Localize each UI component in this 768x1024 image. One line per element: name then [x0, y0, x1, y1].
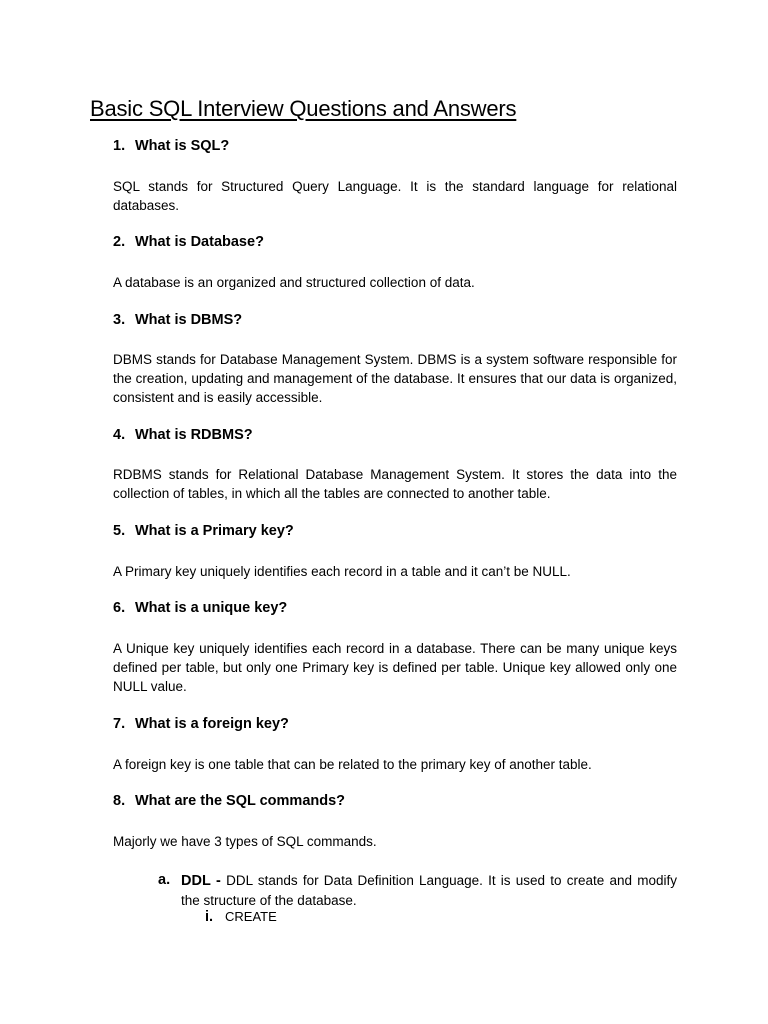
answer-3: DBMS stands for Database Management System. DBMS is a system software responsible for the creation, updating and management of the database. It ensures that our data is organized, consistent and is easily accessible.: [113, 352, 677, 406]
question-number: 3.: [113, 312, 126, 328]
list-item-text: DDL stands for Data Definition Language. It is used to create and modify the structure of the database.: [181, 873, 677, 909]
list-item-term: DDL -: [181, 873, 221, 889]
question-text: What is DBMS?: [135, 312, 243, 328]
list-item-create: [205, 909, 277, 925]
question-text: What is RDBMS?: [135, 427, 253, 443]
question-2: [113, 234, 264, 250]
question-5: [113, 523, 294, 539]
answer-5: A Primary key uniquely identifies each record in a table and it can’t be NULL.: [113, 564, 571, 579]
question-text: What is a Primary key?: [135, 523, 294, 539]
question-text: What is a unique key?: [135, 600, 288, 616]
page-title: Basic SQL Interview Questions and Answers: [90, 96, 517, 121]
answer-7: A foreign key is one table that can be related to the primary key of another table.: [113, 757, 592, 772]
question-text: What is Database?: [135, 234, 264, 250]
question-text: What are the SQL commands?: [135, 793, 346, 809]
question-number: 1.: [113, 138, 126, 154]
answer-4: RDBMS stands for Relational Database Management System. It stores the data into the collection of tables, in which all the tables are connected to another table.: [113, 467, 677, 502]
question-number: 2.: [113, 234, 126, 250]
question-8: [113, 793, 345, 809]
list-item-ddl: [158, 871, 677, 910]
answer-2: A database is an organized and structured collection of data.: [113, 275, 475, 290]
question-1: [113, 138, 229, 154]
question-number: 5.: [113, 523, 126, 539]
question-text: What is a foreign key?: [135, 716, 289, 732]
list-item-text: CREATE: [225, 909, 277, 924]
question-4: [113, 427, 253, 443]
question-7: [113, 716, 289, 732]
list-marker: a.: [158, 872, 171, 888]
answer-8: Majorly we have 3 types of SQL commands.: [113, 834, 377, 849]
question-3: [113, 312, 242, 328]
answer-6: A Unique key uniquely identifies each record in a database. There can be many unique keys defined per table, but only one Primary key is defined per table. Unique key allowed only one NULL value.: [113, 641, 677, 695]
question-number: 7.: [113, 716, 126, 732]
answer-1: SQL stands for Structured Query Language. It is the standard language for relational databases.: [113, 179, 677, 214]
question-text: What is SQL?: [135, 138, 230, 154]
question-6: [113, 600, 287, 616]
list-item-body: [181, 871, 677, 910]
question-number: 6.: [113, 600, 126, 616]
question-number: 8.: [113, 793, 126, 809]
question-number: 4.: [113, 427, 126, 443]
list-marker: i.: [205, 909, 214, 925]
